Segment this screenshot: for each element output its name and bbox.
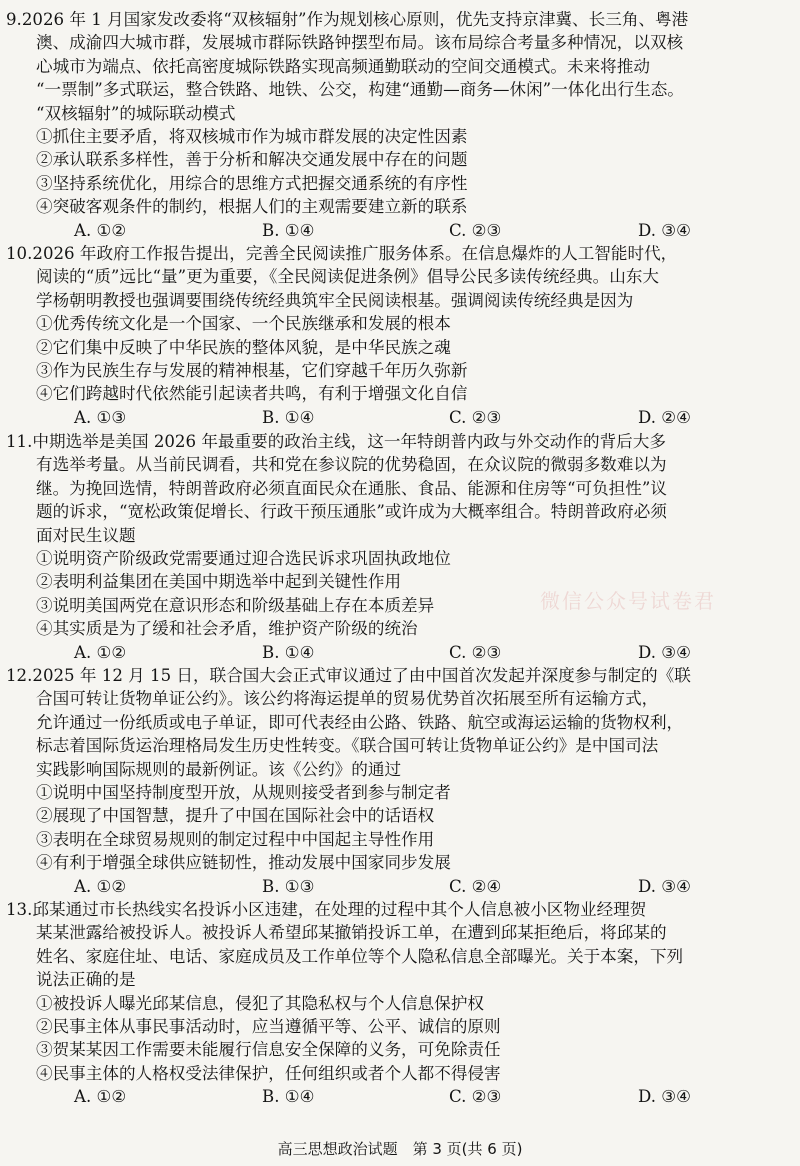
statement: ①说明资产阶级政党需要通过迎合选民诉求巩固执政地位 (36, 548, 451, 568)
answer-options (6, 641, 796, 664)
option-d: D. ③④ (638, 220, 692, 240)
statement: ④其实质是为了缓和社会矛盾，维护资产阶级的统治 (36, 619, 418, 639)
answer-options (6, 1085, 796, 1108)
option-c: C. ②③ (449, 1087, 502, 1107)
statement: ③贺某某因工作需要未能履行信息安全保障的义务，可免除责任 (36, 1040, 501, 1060)
question-stem-line: “双核辐射”的城际联动模式 (36, 103, 236, 123)
option-b: B. ①④ (262, 1087, 315, 1107)
statement: ①抓住主要矛盾，将双核城市作为城市群发展的决定性因素 (36, 126, 468, 146)
answer-options (6, 406, 796, 429)
option-d: D. ③④ (638, 1087, 692, 1107)
question-stem-line: 面对民生议题 (36, 525, 136, 545)
question-stem-line: 姓名、家庭住址、电话、家庭成员及工作单位等个人隐私信息全部曝光。关于本案，下列 (36, 946, 684, 966)
question-stem-line: 有选举考量。从当前民调看，共和党在参议院的优势稳固，在众议院的微弱多数难以为 (36, 455, 667, 475)
question-stem-line: 说法正确的是 (36, 970, 136, 990)
statement: ④它们跨越时代依然能引起读者共鸣，有利于增强文化自信 (36, 384, 468, 404)
statement: ③表明在全球贸易规则的制定过程中中国起主导性作用 (36, 829, 435, 849)
question-13 (6, 898, 796, 1109)
statement: ③作为民族生存与发展的精神根基，它们穿越千年历久弥新 (36, 360, 468, 380)
statement: ②民事主体从事民事活动时，应当遵循平等、公平、诚信的原则 (36, 1016, 501, 1036)
question-stem-line: 允许通过一份纸质或电子单证，即可代表经由公路、铁路、航空或海运运输的货物权利， (36, 712, 684, 732)
option-a: A. ①② (74, 1087, 127, 1107)
statement: ②它们集中反映了中华民族的整体风貌，是中华民族之魂 (36, 337, 451, 357)
option-b: B. ①④ (262, 220, 315, 240)
statement: ②表明利益集团在美国中期选举中起到关键性作用 (36, 572, 402, 592)
answer-options (6, 219, 796, 242)
question-stem-line: 12.2025 年 12 月 15 日，联合国大会正式审议通过了由中国首次发起并深度参与制定的《联 (6, 666, 691, 685)
question-stem-line: 阅读的“质”远比“量”更为重要，《全民阅读促进条例》倡导公民多读传统经典。山东大 (36, 267, 660, 287)
option-b: B. ①③ (262, 876, 315, 896)
question-stem-line: 继。为挽回选情，特朗普政府必须直面民众在通胀、食品、能源和住房等“可负担性”议 (36, 478, 667, 498)
option-c: C. ②③ (449, 407, 502, 427)
option-d: D. ③④ (638, 642, 692, 662)
watermark: 微信公众号试卷君 (540, 589, 716, 613)
statement: ③坚持系统优化，用综合的思维方式把握交通系统的有序性 (36, 173, 468, 193)
option-a: A. ①② (74, 220, 127, 240)
question-stem-line: 10.2026 年政府工作报告提出，完善全民阅读推广服务体系。在信息爆炸的人工智能时代， (6, 244, 678, 263)
option-d: D. ③④ (638, 876, 692, 896)
question-stem-line: 13.邱某通过市长热线实名投诉小区违建，在处理的过程中其个人信息被小区物业经理贺 (6, 900, 647, 919)
statement: ①说明中国坚持制度型开放，从规则接受者到参与制定者 (36, 782, 451, 802)
statement: ①优秀传统文化是一个国家、一个民族继承和发展的根本 (36, 314, 451, 334)
question-10 (6, 242, 796, 429)
option-a: A. ①② (74, 876, 127, 896)
question-stem-line: 合国可转让货物单证公约》。该公约将海运提单的贸易优势首次拓展至所有运输方式， (36, 689, 659, 709)
statement: ③说明美国两党在意识形态和阶级基础上存在本质差异 (36, 595, 435, 615)
option-b: B. ①④ (262, 407, 315, 427)
question-stem-line: 学杨朝明教授也强调要围绕传统经典筑牢全民阅读根基。强调阅读传统经典是因为 (36, 290, 634, 310)
page-footer: 高三思想政治试题 第 3 页(共 6 页) (277, 1140, 523, 1158)
option-c: C. ②③ (449, 642, 502, 662)
option-a: A. ①② (74, 642, 127, 662)
statement: ②承认联系多样性，善于分析和解决交通发展中存在的问题 (36, 150, 468, 170)
question-stem-line: 澳、成渝四大城市群，发展城市群际铁路钟摆型布局。该布局综合考量多种情况，以双核 (36, 33, 684, 53)
option-a: A. ①③ (74, 407, 127, 427)
question-stem-line: 9.2026 年 1 月国家发改委将“双核辐射”作为规划核心原则，优先支持京津冀、长三角、粤港 (6, 10, 689, 29)
question-stem-line: “一票制”多式联运，整合铁路、地铁、公交，构建“通勤—商务—休闲”一体化出行生态。 (36, 80, 684, 100)
option-b: B. ①④ (262, 642, 315, 662)
statement: ②展现了中国智慧，提升了中国在国际社会中的话语权 (36, 806, 435, 826)
option-c: C. ②③ (449, 220, 502, 240)
statement: ①被投诉人曝光邱某信息，侵犯了其隐私权与个人信息保护权 (36, 993, 485, 1013)
question-stem-line: 心城市为端点、依托高密度城际铁路实现高频通勤联动的空间交通模式。未来将推动 (36, 56, 650, 76)
question-stem-line: 11.中期选举是美国 2026 年最重要的政治主线，这一年特朗普内政与外交动作的背后大多 (6, 432, 666, 451)
question-12 (6, 664, 796, 898)
question-9 (6, 8, 796, 242)
option-c: C. ②④ (449, 876, 502, 896)
statement: ④民事主体的人格权受法律保护，任何组织或者个人都不得侵害 (36, 1063, 501, 1083)
question-stem-line: 实践影响国际规则的最新例证。该《公约》的通过 (36, 759, 402, 779)
option-d: D. ②④ (638, 407, 692, 427)
question-stem-line: 标志着国际货运治理格局发生历史性转变。《联合国可转让货物单证公约》是中国司法 (36, 736, 659, 756)
question-stem-line: 某某泄露给被投诉人。被投诉人希望邱某撤销投诉工单，在遭到邱某拒绝后，将邱某的 (36, 923, 667, 943)
question-stem-line: 题的诉求，“宽松政策促增长、行政干预压通胀”或许成为大概率组合。特朗普政府必须 (36, 502, 667, 522)
question-11 (6, 430, 796, 664)
answer-options (6, 875, 796, 898)
statement: ④突破客观条件的制约，根据人们的主观需要建立新的联系 (36, 197, 468, 217)
statement: ④有利于增强全球供应链韧性，推动发展中国家同步发展 (36, 853, 451, 873)
